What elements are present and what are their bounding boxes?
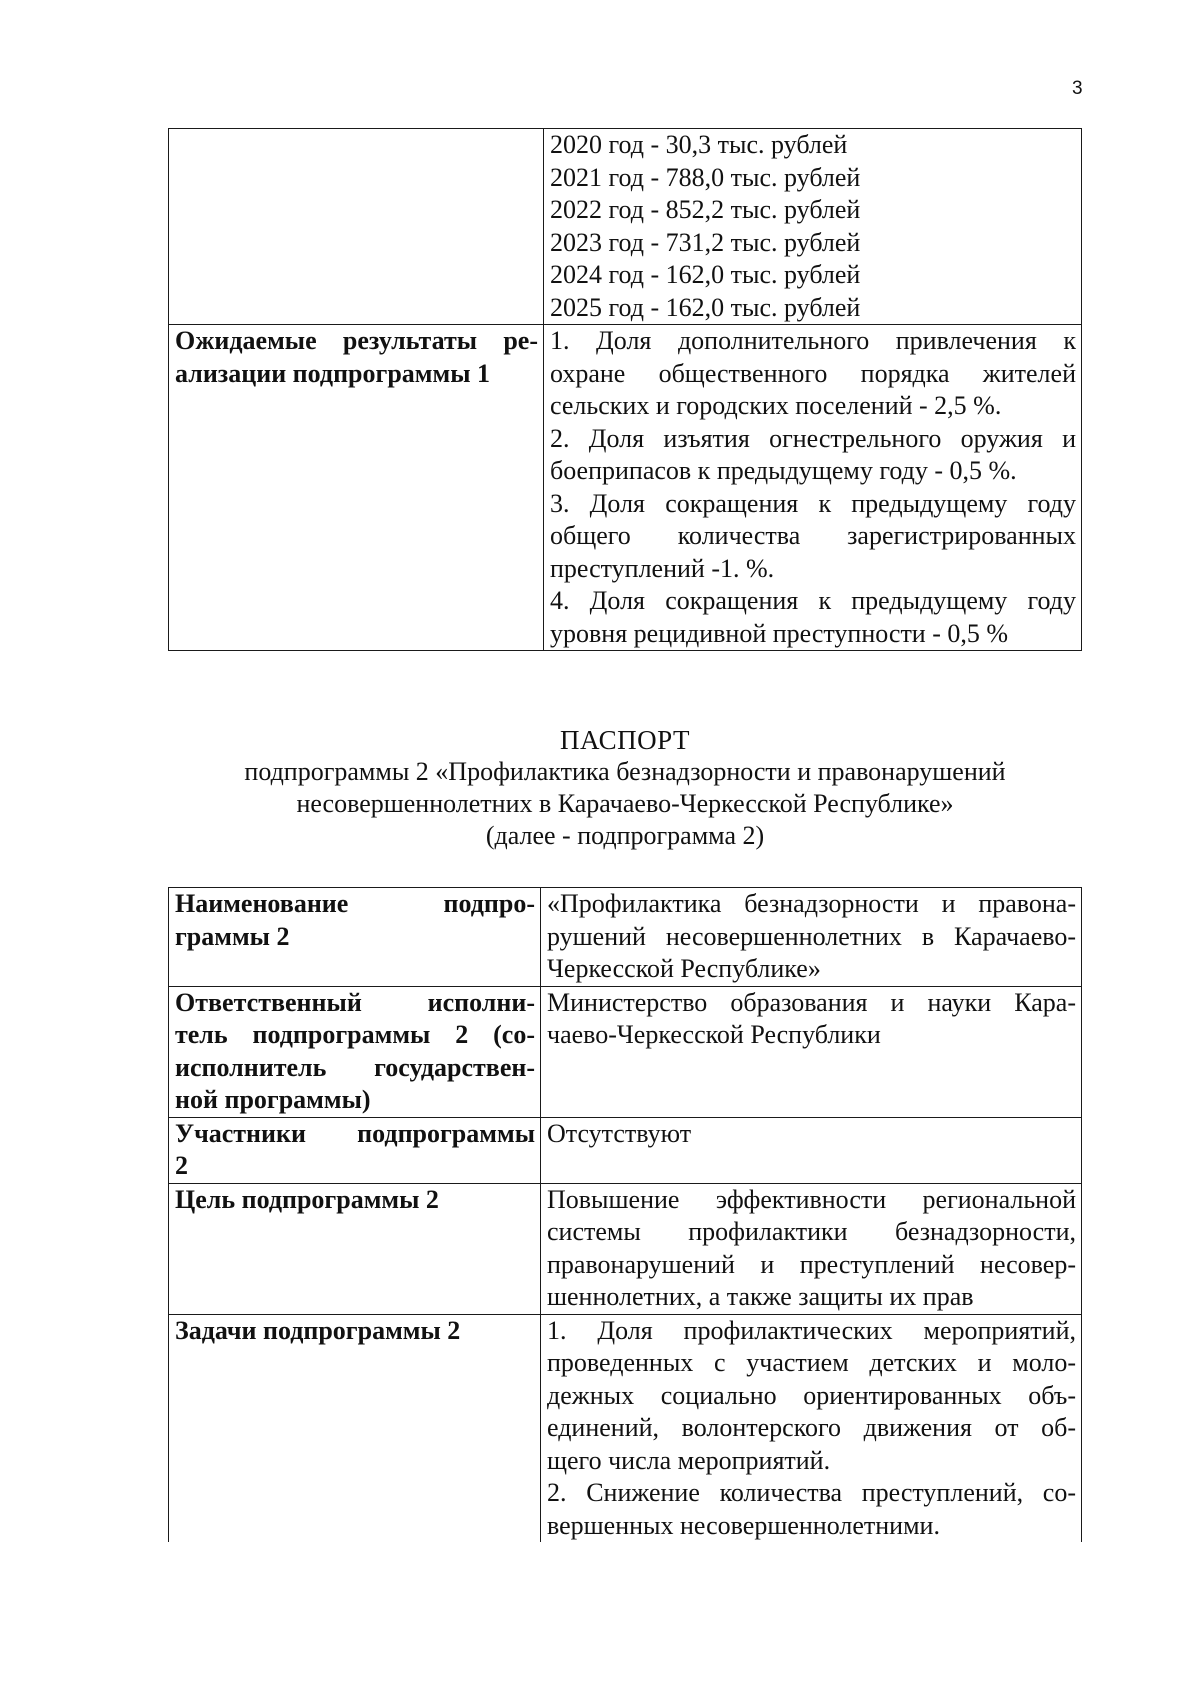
expected-results-value: 1. Доля дополнительного привлечения к охране общественного порядка жителей сельских и городских поселений - 2,5 %. 2. Доля изъятия огнестрельного оружия и боеприпасов к предыдущему году - 0,5 %. 3. Доля сокращения к предыдущему году общего количества зарегистрированных преступлений -1. %. 4. Доля сокращения к предыдущему году уровня рецидивной преступности - 0,5 %	[544, 325, 1082, 651]
passport-subtitle-line-1: подпрограммы 2 «Профилактика безнадзорности и правонарушений	[244, 757, 1006, 786]
table-row	[169, 1314, 1082, 1542]
funding-year-2024: 2024 год - 162,0 тыс. рублей	[550, 260, 861, 289]
passport-heading	[0, 724, 1200, 852]
passport-title: ПАСПОРТ	[560, 725, 690, 755]
expected-results-label: Ожидаемые результаты ре- ализации подпрограммы 1	[169, 325, 544, 651]
funding-year-2020: 2020 год - 30,3 тыс. рублей	[550, 130, 848, 159]
funding-year-2022: 2022 год - 852,2 тыс. рублей	[550, 195, 861, 224]
subprogram-1-table	[168, 128, 1082, 651]
row-label-responsible: Ответственный исполни- тель подпрограммы 2 (со- исполнитель государствен- ной программы)	[169, 986, 541, 1117]
funding-year-2023: 2023 год - 731,2 тыс. рублей	[550, 227, 861, 257]
row-label-goal: Цель подпрограммы 2	[169, 1183, 541, 1314]
table-row	[169, 888, 1082, 987]
row-value-responsible: Министерство образования и науки Кара- чаево-Черкесской Республики	[541, 986, 1082, 1117]
passport-subtitle-line-3: (далее - подпрограмма 2)	[485, 821, 765, 850]
row-label-participants: Участники подпрограммы 2	[169, 1117, 541, 1183]
expected-results-row	[169, 325, 1082, 651]
row-value-name: «Профилактика безнадзорности и правона- рушений несовершеннолетних в Карачаево- Черкесской Республике»	[541, 888, 1082, 987]
funding-label-cell	[169, 129, 544, 325]
table-row	[169, 986, 1082, 1117]
row-value-tasks: 1. Доля профилактических мероприятий, проведенных с участием детских и моло- дежных социально ориентированных объ- единений, волонтерского движения от об- щего числа мероприятий. 2. Снижение количества преступлений, со- вершенных несовершеннолетними.	[541, 1314, 1082, 1542]
funding-row	[169, 129, 1082, 325]
funding-value-cell	[544, 129, 1082, 325]
subprogram-2-table	[168, 887, 1082, 1542]
funding-year-2021: 2021 год - 788,0 тыс. рублей	[550, 162, 861, 192]
row-label-tasks: Задачи подпрограммы 2	[169, 1314, 541, 1542]
funding-year-2025: 2025 год - 162,0 тыс. рублей	[550, 292, 861, 322]
row-value-goal: Повышение эффективности региональной системы профилактики безнадзорности, правонарушений и преступлений несовер- шеннолетних, а также защиты их прав	[541, 1183, 1082, 1314]
page-number: 3	[1072, 78, 1083, 99]
row-label-name: Наименование подпро- граммы 2	[169, 888, 541, 987]
row-value-participants: Отсутствуют	[541, 1117, 1082, 1183]
table-row	[169, 1117, 1082, 1183]
passport-subtitle-line-2: несовершеннолетних в Карачаево-Черкесской Республике»	[296, 789, 954, 818]
table-row	[169, 1183, 1082, 1314]
